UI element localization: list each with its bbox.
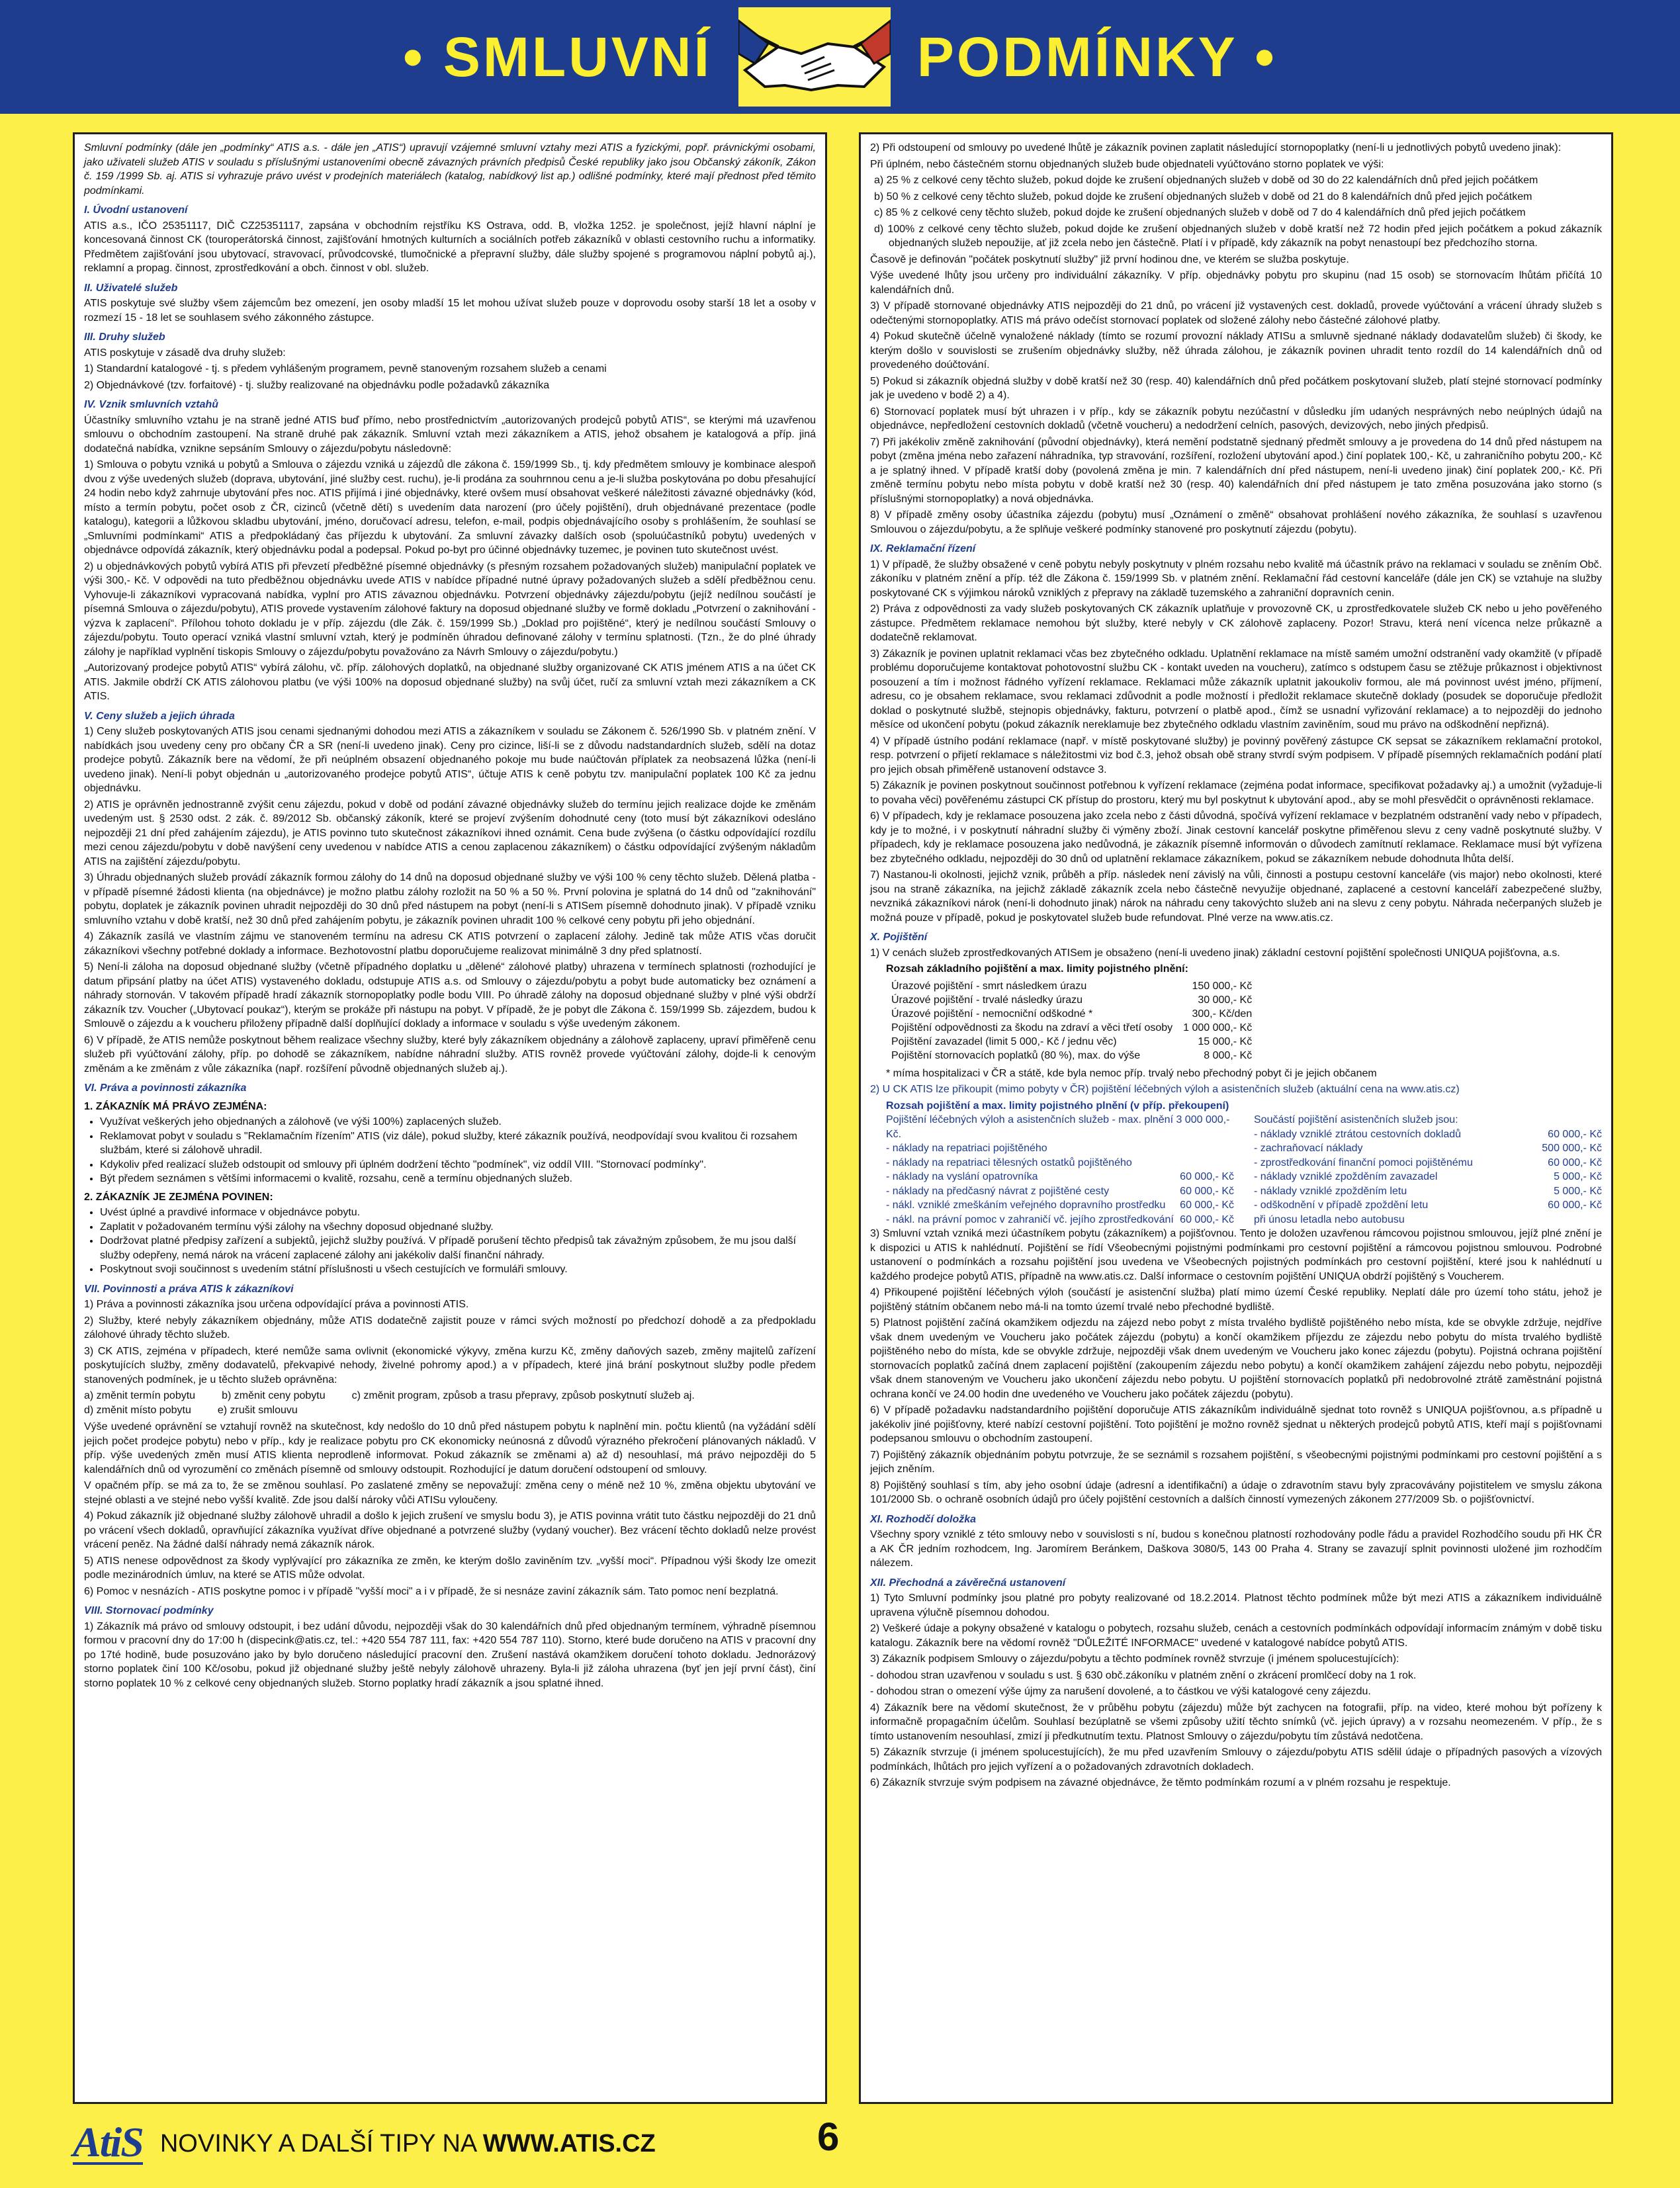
- paragraph: - dohodou stran uzavřenou v souladu s ust. § 630 obč.zákoníku v platném znění o zkrácení promlčecí doby na 1 rok.: [870, 1669, 1417, 1681]
- paragraph: „Autorizovaný prodejce pobytů ATIS“ vybírá zálohu, vč. příp. zálohových doplatků, na objednané služby organizované CK ATIS jménem ATIS a na účet CK ATIS. Jakmile obdrží CK ATIS zálohovou platbu (ve výši 100% na doposud objednané služby) na svůj účet, ručí za smluvní vztah mezi zákazníkem a CK ATIS.: [84, 662, 816, 702]
- limit-value: 60 000,- Kč: [1548, 1200, 1602, 1211]
- paragraph: 2) Veškeré údaje a pokyny obsažené v katalogu o pobytech, rozsahu služeb, cenách a cestovních podmínkách odpovídají informacím známým v době tisku katalogu. Zákazník bere na vědomí rovněž "DŮLEŽITÉ INFORMACE" uvedené v katalogové nabídce pobytů ATIS.: [870, 1623, 1602, 1649]
- atis-logo: AtiS: [73, 2119, 143, 2166]
- limit-row: [1254, 1198, 1602, 1213]
- insurance-limits-title: Rozsah pojištění a max. limity pojistného plnění (v příp. překoupení): [886, 1100, 1229, 1112]
- limit-row: [886, 1184, 1234, 1199]
- table-cell: Úrazové pojištění - smrt následkem úrazu: [891, 980, 1087, 992]
- right-column: [859, 132, 1613, 2104]
- table-cell: 30 000,- Kč: [1198, 994, 1253, 1006]
- paragraph: 2) ATIS je oprávněn jednostranně zvýšit cenu zájezdu, pokud v době od podání závazné objednávky služeb do termínu jejich realizace dojde ke změnám uvedeným ust. § 2530 odst. 2 zák. č. 89/2012 Sb. občanský zákoník, které se projeví zvýšením dohodnuté ceny (toto musí být zákazníkovi odesláno nejpozději 21 dní před zahájením zájezdu), je ATIS povinno tuto skutečnost zákazníkovi ihned oznámit. Cena bude zvýšena (o částku odpovídající rozdílu mezi cenou zájezdu/pobytu v době navýšení ceny uvedenou v nabídce ATIS a cenou zaplacenou zákazníkem) o částku odpovídající zvýšeným nákladům ATIS na zajištění zájezdu/pobytu.: [84, 799, 816, 867]
- paragraph: Při úplném, nebo částečném stornu objednaných služeb bude objednateli vyúčtováno storno poplatek ve výši:: [870, 158, 1384, 170]
- limit-value: 60 000,- Kč: [1180, 1185, 1234, 1197]
- paragraph: ATIS poskytuje své služby všem zájemcům bez omezení, jen osoby mladší 15 let mohou užívat služeb pouze v doprovodu osoby starší 18 let a osoby v rozmezí 15 - 18 let se souhlasem svého zákonného zástupce.: [84, 298, 816, 324]
- limit-value: 5 000,- Kč: [1554, 1171, 1602, 1182]
- table-row: [886, 1021, 1257, 1035]
- paragraph: Výše uvedené lhůty jsou určeny pro individuální zákazníky. V příp. objednávky pobytu pro skupinu (nad 15 osob) se stornovacím lhůtám přičítá 10 kalendářních dnů.: [870, 270, 1602, 296]
- insurance-limits-grid: [886, 1113, 1602, 1227]
- table-row: [886, 1035, 1257, 1049]
- table-cell: Pojištění zavazadel (limit 5 000,- Kč / jednu věc): [891, 1035, 1117, 1047]
- paragraph: 2) Při odstoupení od smlouvy po uvedené lhůtě je zákazník povinen zaplatit následující stornopoplatky (není-li u jednotlivých pobytů uvedeno jinak):: [870, 142, 1562, 153]
- paragraph: 4) Přikoupené pojištění léčebných výloh (součástí je asistenční služba) platí mimo území České republiky. Neplatí dále pro území toho státu, jehož je pojištěný státním občanem nebo má-li na tomto území trvalé nebo přechodné bydliště.: [870, 1287, 1602, 1313]
- limit-row: [1254, 1127, 1602, 1142]
- table-cell: 1 000 000,- Kč: [1183, 1022, 1253, 1033]
- table-note: * míma hospitalizaci v ČR a státě, kde byla nemoc příp. trvalý nebo přechodný pobyt či je jejich občanem: [886, 1067, 1377, 1079]
- paragraph: 8) V případě změny osoby účastníka zájezdu (pobytu) musí „Oznámení o změně“ obsahovat prohlášení nového zákazníka, že souhlasí s uzavřenou Smlouvou o zájezdu/pobytu, a že splňuje veškeré podmínky stanovené pro poskytnutí zájezdu (pobytu).: [870, 509, 1602, 535]
- paragraph: 6) V případě požadavku nadstandardního pojištění doporučuje ATIS zákazníkům individuálně sjednat toto rovněž s UNIQUA pojišťovnou, a.s případně u jakékoliv jiné pojišťovny, které nabízí cestovní pojištění. Toto pojištění je možno rovněž sjednat u některých prodejců pobytů ATIS, kteří mají s pojišťovnami podepsanou smlouvu o obchodním zastoupení.: [870, 1405, 1602, 1444]
- limit-row: [886, 1198, 1234, 1213]
- limit-label: - nákl. vzniklé zmeškáním veřejného dopravního prostředku: [886, 1200, 1166, 1211]
- paragraph: Účastníky smluvního vztahu je na straně jedné ATIS buď přímo, nebo prostřednictvím „autorizovaných prodejců pobytů ATIS“, se kterými má uzavřenou smlouvu o obchodním zastoupení. Na straně druhé pak zákazník. Smluvní vztah mezi zákazníkem a ATIS, jehož obsahem je katalogová a příp. jiná dodatečná nabídka, vznikne sepsáním Smlouvy o zájezdu/pobytu následovně:: [84, 414, 816, 455]
- limit-value: 5 000,- Kč: [1554, 1185, 1602, 1197]
- paragraph: 7) Při jakékoliv změně zaknihování (původní objednávky), která nemění podstatně sjednaný předmět smlouvy a je provedena do 14 dnů před nástupem na pobyt (změna jména nebo zařazení náhradníka, typ stravování, rozšíření, rozložení ubytování apod.) činí poplatek 100,- Kč, u zahraničního pobytu 200,- Kč a je splatný ihned. V případě kratší doby (povolená změna je min. 7 kalendářních dní před nástupem, není-li uvedeno jinak) činí poplatek 200,- Kč. Při změně termínu pobytu nebo místa pobytu v době kratší než 30 (resp. 40) kalendářních dní před nástupem je tato změna posuzována jako storno (s příslušnými stornopoplatky) a nová objednávka.: [870, 436, 1602, 505]
- option: c) změnit program, způsob a trasu přepravy, způsob poskytnutí služeb aj.: [351, 1390, 695, 1401]
- tagline-text: NOVINKY A DALŠÍ TIPY NA: [159, 2129, 483, 2158]
- paragraph: 7) Pojištěný zákazník objednáním pobytu potvrzuje, že se seznámil s rozsahem pojištění, s všeobecnými pojistnými podmínkami pro cestovní pojištění a s jejich zněním.: [870, 1449, 1602, 1475]
- section-heading: V. Ceny služeb a jejich úhrada: [84, 710, 235, 722]
- paragraph: 6) Stornovací poplatek musí být uhrazen i v příp., kdy se zákazník pobytu nezúčastní v důsledku jím udaných nesprávných nebo neúplných údajů na objednávce, nepředložení cestovních dokladů (včetně voucheru) a nedodržení celních, pasových, devizových, nebo jiných předpisů.: [870, 406, 1602, 431]
- table-cell: Úrazové pojištění - nemocniční odškodné *: [891, 1008, 1093, 1020]
- rate-item: a) 25 % z celkové ceny těchto služeb, pokud dojde ke zrušení objednaných služeb v době od 30 do 22 kalendářních dnů před jejich počátkem: [874, 175, 1538, 186]
- limit-value: 60 000,- Kč: [1548, 1128, 1602, 1140]
- insurance-table-title: Rozsah základního pojištění a max. limity pojistného plnění:: [886, 963, 1188, 975]
- paragraph: Časově je definován "počátek poskytnutí služby" již první hodinou dne, ve kterém se služba poskytuje.: [870, 253, 1349, 265]
- paragraph: 4) Zákazník bere na vědomí skutečnost, že v průběhu pobytu (zájezdu) může být zachycen na fotografii, příp. na video, které mohou být pořízeny k informačně propagačním účelům. Souhlasí bezúplatně se všemi způsoby užití těchto snímků (vč. jejich úpravy) a v rozsahu neomezeném. V příp., že s tímto ustanovením nesouhlasí, zmizí ji předkutnutím textu. Platnost Smlouvy o zájezdu/pobytu tím zůstává nedotčena.: [870, 1702, 1602, 1742]
- limit-label: - náklady vzniklé zpožděním zavazadel: [1254, 1171, 1438, 1182]
- column-heading: Součástí pojištění asistenčních služeb jsou:: [1254, 1114, 1458, 1125]
- paragraph: 6) V případech, kdy je reklamace posouzena jako zcela nebo z části důvodná, spočívá vyřízení reklamace v bezplatném odstranění vady nebo v případech, kdy je to možné, i v poskytnutí náhradní služby či výměny zboží. Jinak cestovní kancelář poskytne přiměřenou slevu z ceny vadně poskytnuté služby. V případech, kdy je reklamace posouzena jako nedůvodná, je zákazník písemně informován o důvodech zamítnutí reklamace. Reklamace musí být vyřízena bez zbytečného odkladu, nejpozději do 30 dnů od uplatnění reklamace zákazníkem, pokud se zákazníkem nebude dohodnuta lhůta delší.: [870, 810, 1602, 865]
- section-heading: II. Uživatelé služeb: [84, 282, 178, 294]
- paragraph: 1) Zákazník má právo od smlouvy odstoupit, i bez udání důvodu, nejpozději však do 30 kalendářních dnů před objednaným termínem, výhradně písemnou formou v pracovní dny do 17:00 h (dispecink@atis.cz, tel.: +420 554 787 111, fax: +420 554 787 110). Storno, které bude doručeno na ATIS v pracovní dny po 17té hodině, bude posuzováno jako by bylo doručeno následující pracovní den. Zrušení nastává okamžikem doručení tohoto dokladu. Jednorázový storno poplatek činí 100 Kč/osobu, pokud již objednané služby ještě nebyly zálohově uhrazeny. Byla-li již záloha uhrazena (byť jen její první část), činí storno poplatek 10 % z celkové ceny objednaných služeb. Storno poplatky hradí zákazník a jsou splatné ihned.: [84, 1620, 816, 1689]
- limit-label: - zprostředkování finanční pomoci pojištěnému: [1254, 1157, 1473, 1168]
- paragraph: 1) Práva a povinnosti zákazníka jsou určena odpovídající práva a povinnosti ATIS.: [84, 1299, 469, 1310]
- limit-row: [1254, 1184, 1602, 1199]
- paragraph: 4) V případě ústního podání reklamace (např. v místě poskytované služby) je povinný pověřený zástupce CK sepsat se zákazníkem reklamační protokol, resp. potvrzení o přijetí reklamace s náležitostmi viz bod č.3, jehož obsah obě strany stvrdí svým podpisem. V případě písemných reklamačních podání platí pro jejich obsah přiměřeně ustanovení odstavce 3.: [870, 735, 1602, 775]
- option: a) změnit termín pobytu: [84, 1390, 196, 1401]
- paragraph: 6) Zákazník stvrzuje svým podpisem na závazné objednávce, že těmto podmínkám rozumí a v plném rozsahu je respektuje.: [870, 1777, 1451, 1788]
- limit-label: při únosu letadla nebo autobusu: [1254, 1213, 1405, 1225]
- limit-row: [886, 1141, 1234, 1156]
- limit-row: [886, 1156, 1234, 1170]
- paragraph: 8) Pojištěný souhlasí s tím, aby jeho osobní údaje (adresní a identifikační) a údaje o zdravotním stavu byly zpracovávány pojistitelem ve smyslu zákona 101/2000 Sb. o ochraně osobních údajů pro účely pojištění cestovních a dalších činností vymezených zákonem 277/2009 Sb. o pojišťovnictví.: [870, 1479, 1602, 1505]
- paragraph: V opačném příp. se má za to, že se změnou souhlasí. Po zaslatené změny se nepovažují: změna ceny o méně než 10 %, změna objektu ubytování ve stejné oblasti a ve stejné nebo vyšší kvalitě. Zde jsou další nároky vůči ATISu vyloučeny.: [84, 1480, 816, 1506]
- table-cell: 15 000,- Kč: [1198, 1035, 1253, 1047]
- assistance-column: [1254, 1113, 1602, 1227]
- section-heading: VII. Povinnosti a práva ATIS k zákazníkovi: [84, 1283, 294, 1295]
- paragraph: 3) CK ATIS, zejména v případech, které nemůže sama ovlivnit (ekonomické výkyvy, změna kurzu Kč, změny daňových sazeb, změny majitelů zařízení poskytujících služby, změny dodavatelů, překvapivé nehody, živelné pohromy apod.) a v případech, které jiná brání poskytnout služby podle předem stanovených podmínek, je u těchto služeb oprávněna:: [84, 1345, 816, 1385]
- option: d) změnit místo pobytu: [84, 1404, 191, 1416]
- paragraph: 1) Ceny služeb poskytovaných ATIS jsou cenami sjednanými dohodou mezi ATIS a zákazníkem v souladu se Zákonem č. 526/1990 Sb. v platném znění. V nabídkách jsou uvedeny ceny pro občany ČR a SR (není-li uvedeno jinak). Ceny pro cizince, liší-li se z důvodu nadstandardních služeb, sdělí na dotaz prodejce pobytů. Zákazník bere na vědomí, že při neúplném obsazení objednaného pokoje mu bude naúčtován příplatek za neobsazená lůžka (není-li uvedeno jinak). Není-li pobyt objednán u „autorizovaného prodejce pobytů ATIS“, účtuje ATIS k ceně pobytu tzv. manipulační poplatek 100 Kč za jednu objednávku.: [84, 726, 816, 794]
- option: b) změnit ceny pobytu: [222, 1390, 326, 1401]
- paragraph: 4) Zákazník zasílá ve vlastním zájmu ve stanoveném termínu na adresu CK ATIS potvrzení o zaplacení zálohy. Jedině tak může ATIS včas doručit zákazníkovi všechny potřebné doklady a informace. Bezhotovostní platbu doporučujeme realizovat minimálně 3 dny před splatností.: [84, 931, 816, 957]
- paragraph: 4) Pokud zákazník již objednané služby zálohově uhradil a došlo k jejich zrušení ve smyslu bodu 3), je ATIS povinna vrátit tuto částku nejpozději do 21 dnů po vrácení všech dokladů, opravňující zákazníka využívat dříve objednané a potvrzené služby (vydaný voucher). Bez vrácení těchto dokladů nelze provést vrácení peněz. Na žádné další náhrady nemá zákazník nárok.: [84, 1510, 816, 1550]
- limit-label: - odškodnění v případě zpoždění letu: [1254, 1200, 1429, 1211]
- paragraph: 3) Zákazník podpisem Smlouvy o zájezdu/pobytu a těchto podmínek rovněž stvrzuje (i jménem spolucestujících):: [870, 1653, 1399, 1665]
- limit-value: 60 000,- Kč: [1180, 1213, 1234, 1225]
- paragraph: 5) ATIS nenese odpovědnost za škody vyplývající pro zákazníka ze změn, ke kterým došlo zaviněním tzv. „vyšší moci“. Případnou výši škody lze omezit podle mezinárodních úmluv, na které se ATIS může odvolat.: [84, 1555, 816, 1581]
- option: e) zrušit smlouvu: [217, 1404, 298, 1416]
- limit-value: 60 000,- Kč: [1548, 1157, 1602, 1168]
- table-cell: Pojištění odpovědnosti za škodu na zdraví a věci třetí osoby: [891, 1022, 1173, 1033]
- limit-label: - náklady na repatriaci pojištěného: [886, 1143, 1047, 1154]
- table-cell: 300,- Kč/den: [1192, 1008, 1253, 1020]
- limit-label: - náklady vzniklé zpožděním letu: [1254, 1185, 1407, 1197]
- paragraph: 6) V případě, že ATIS nemůže poskytnout během realizace všechny služby, které byly zákazníkem objednány a zálohově zaplaceny, upraví přiměřeně cenu služeb při vyúčtování zálohy, příp. po dohodě se zákazníkem, nabídne náhradní služby. ATIS rovněž provede vyúčtování zálohy, dojde-li k cenovým změnám a ke změnám z vůle zákazníka (např. rozšíření původně objednaných služeb aj.).: [84, 1034, 816, 1074]
- handshake-icon: [738, 7, 891, 107]
- limit-row: [886, 1213, 1234, 1227]
- section-heading: XI. Rozhodčí doložka: [870, 1513, 977, 1525]
- website-link[interactable]: WWW.ATIS.CZ: [482, 2129, 656, 2158]
- table-row: [886, 979, 1257, 993]
- table-row: [886, 1049, 1257, 1063]
- limit-label: - náklady na repatriaci tělesných ostatků pojištěného: [886, 1157, 1132, 1168]
- header-banner: [0, 0, 1680, 114]
- table-cell: Úrazové pojištění - trvalé následky úrazu: [891, 994, 1083, 1006]
- list-item: • Reklamovat pobyt v souladu s "Reklamačním řízením" ATIS (viz dále), pokud služby, které zákazník používá, neodpovídají svou kvalitou či rozsahem službám, které si zálohově uhradil.: [100, 1129, 816, 1158]
- section-heading: IV. Vznik smluvních vztahů: [84, 399, 219, 410]
- rate-item: c) 85 % z celkové ceny těchto služeb, pokud dojde ke zrušení objednaných služeb v době od 7 do 4 kalendářních dnů před jejich počátkem: [874, 207, 1526, 218]
- section-heading: X. Pojištění: [870, 932, 928, 943]
- paragraph: - dohodou stran o omezení výše újmy za narušení dovolené, a to částkou ve výši katalogové ceny zájezdu.: [870, 1686, 1371, 1697]
- list-item: • Zaplatit v požadovaném termínu výši zálohy na všechny doposud objednané služby.: [100, 1220, 816, 1235]
- section-heading: XII. Přechodná a závěrečná ustanovení: [870, 1577, 1066, 1589]
- section-heading: III. Druhy služeb: [84, 331, 165, 343]
- paragraph: 6) Pomoc v nesnázích - ATIS poskytne pomoc i v případě "vyšší moci" a i v případě, že si nesnáze zaviní zákazník sám. Tato pomoc není bezplatná.: [84, 1585, 779, 1597]
- table-row: [886, 1007, 1257, 1021]
- paragraph: 4) Pokud skutečně účelně vynaložené náklady (tímto se rozumí provozní náklady ATISu a smluvně sjednané náklady dodavatelům služeb) či škody, ke kterým došlo v souvislosti se zrušením objednávky služby, něž úhrada zálohou, je zákazník povinen uhradit tento rozdíl do 14 kalendářních dnů od provedeného doúčtování.: [870, 331, 1602, 371]
- limit-label: - náklady na předčasný návrat z pojištěné cesty: [886, 1185, 1110, 1197]
- table-cell: Pojištění stornovacích poplatků (80 %), max. do výše: [891, 1049, 1141, 1061]
- subheading: 1. ZÁKAZNÍK MÁ PRÁVO ZEJMÉNA:: [84, 1100, 267, 1112]
- list-item: • Poskytnout svoji součinnost s uvedením státní příslušnosti u všech cestujících ve formuláři smlouvy.: [100, 1262, 816, 1277]
- list-item: • Dodržovat platné předpisy zařízení a subjektů, jejichž služby používá. V případě porušení těchto předpisů tak závažným způsobem, že mu jsou další služby odepřeny, nemá nárok na vrácení zaplacené zálohy ani jakékoliv další finanční náhrady.: [100, 1234, 816, 1262]
- paragraph: 3) Smluvní vztah vzniká mezi účastníkem pobytu (zákazníkem) a pojišťovnou. Tento je doložen uzavřenou rámcovou pojistnou smlouvou, jejíž plné znění je k dispozici u ATIS k nahlédnutí. Pojištění se řídí Všeobecnými pojistnými podmínkami pro cestovní pojištění a rámcovou pojistnou smlouvou. Podrobné ustanovení o podmínkách a rozsahu pojištění jsou uvedena ve Všeobecných pojistných podmínkách pro cestovní pojištění, které jsou k nahlédnutí u každého prodejce pobytů ATIS, případně na www.atis.cz. Další informace o cestovním pojištění UNIQUA obdrží pojištěný s Voucherem.: [870, 1228, 1602, 1282]
- insurance-table: [886, 979, 1257, 1063]
- limit-label: - nákl. na právní pomoc v zahraničí vč. jejího zprostředkování: [886, 1213, 1174, 1225]
- left-column: [73, 132, 827, 2104]
- paragraph: Všechny spory vzniklé z této smlouvy nebo v souvislosti s ní, budou s konečnou platností rozhodovány podle řádu a pravidel Rozhodčího soudu při HK ČR a AK ČR jedním rozhodcem, Ing. Jaromírem Beránkem, Daškova 3080/5, 143 00 Praha 4. Strany se zavazují splnit povinnosti uložené jim rozhodčím nálezem.: [870, 1529, 1602, 1569]
- footer-tagline: [160, 2130, 656, 2158]
- duties-list: [84, 1205, 816, 1277]
- intro-paragraph: Smluvní podmínky (dále jen „podmínky“ ATIS a.s. - dále jen „ATIS“) upravují vzájemné smluvní vztahy mezi ATIS a fyzickými, popř. právnickými osobami, jako uživateli služeb ATIS v souladu s příslušnými ustanoveními obecně závazných právních předpisů České republiky jako jsou Občanský zákoník, Zákon č. 159 /1999 Sb. aj. ATIS si vyhrazuje právo uvést v prodejních materiálech (katalog, nabídkový list ap.) odlišné podmínky, které mají přednost před těmito podmínkami.: [84, 142, 816, 197]
- limit-label: - zachraňovací náklady: [1254, 1143, 1363, 1154]
- paragraph: 3) V případě stornované objednávky ATIS nejpozději do 21 dnů, po vrácení již vystavených cest. dokladů, provede vyúčtování a vrácení úhrady služeb s odečtenými stornopoplatky. ATIS má právo odečíst stornovací poplatek od složené zálohy nebo částečné zálohové platby.: [870, 300, 1602, 326]
- limit-value: 500 000,- Kč: [1542, 1143, 1602, 1154]
- subheading: 2. ZÁKAZNÍK JE ZEJMÉNA POVINEN:: [84, 1191, 273, 1203]
- list-item: • Být předem seznámen s většími informacemi o kvalitě, rozsahu, ceně a termínu objednaných služeb.: [100, 1172, 816, 1186]
- paragraph: 2) u objednávkových pobytů vybírá ATIS při převzetí předběžné písemné objednávky (s přesným rozsahem požadovaných služeb) manipulační poplatek ve výši 300,- Kč. V odpovědi na tuto předběžnou objednávku uvede ATIS v nabídce případné nutné úpravy požadovaných služeb a sdělí předběžnou cenu. Vyhovuje-li zákazníkovi vypracovaná nabídka, vyplní pro ATIS závaznou objednávku. Potvrzení objednávky zájezdu/pobytu (jejíž nedílnou součástí je písemná Smlouva o zájezdu/pobytu), ATIS provede vystavením zálohové faktury na doposud objednané služby ve formě dokladu „Potvrzení o zaknihování - výzva k zaplacení“. Přílohou tohoto dokladu je v příp. zájezdu (dle Zák. č. 159/1999 Sb.) „Doklad pro pojištěné“, který je nedílnou součástí Smlouvy o zájezdu/pobytu. Touto operací vzniká vlastní smluvní vztah, který je podmíněn úhradou definované zálohy v termínu splatnosti. (Tzn., že do plné úhrady zálohy je například vyplnění tiskopis Smlouvy o zájezdu/pobytu považováno za Návrh Smlouvy o zájezdu/pobytu.): [84, 560, 816, 658]
- footer: [73, 2114, 1614, 2173]
- rate-item: d) 100% z celkové ceny těchto služeb, pokud dojde ke zrušení objednaných služeb v době kratší než 72 hodin před jejich počátkem a pokud zákazník objednaných služeb nepoužije, ať již zcela nebo jen částečně. Platí i v případě, kdy zákazník na pobyt nenastoupí bez předchozího storna.: [874, 223, 1602, 249]
- paragraph: 2) U CK ATIS lze přikoupit (mimo pobyty v ČR) pojištění léčebných výloh a asistenčních služeb (aktuální cena na www.atis.cz): [870, 1084, 1460, 1095]
- limit-row: [1254, 1213, 1602, 1227]
- paragraph: 1) V cenách služeb zprostředkovaných ATISem je obsaženo (není-li uvedeno jinak) základní cestovní pojištění společnosti UNIQUA pojišťovna, a.s.: [870, 947, 1560, 959]
- list-item: • Kdykoliv před realizací služeb odstoupit od smlouvy při úplném dodržení těchto "podmínek", viz oddíl VIII. "Stornovací podmínky".: [100, 1158, 816, 1172]
- limit-value: 60 000,- Kč: [1180, 1200, 1234, 1211]
- title-right: PODMÍNKY •: [916, 25, 1277, 88]
- limit-value: 60 000,- Kč: [1180, 1171, 1234, 1182]
- rate-item: b) 50 % z celkové ceny těchto služeb, pokud dojde ke zrušení objednaných služeb v době od 21 do 8 kalendářních dnů před jejich počátkem: [874, 191, 1532, 202]
- paragraph: 1) Tyto Smluvní podmínky jsou platné pro pobyty realizované od 18.2.2014. Platnost těchto podmínek může být mezi ATIS a zákazníkem individuálně upravena výlučně písemnou dohodou.: [870, 1593, 1602, 1618]
- limit-label: - náklady vzniklé ztrátou cestovních dokladů: [1254, 1128, 1462, 1140]
- page-number: 6: [817, 2115, 840, 2159]
- limit-row: [1254, 1141, 1602, 1156]
- paragraph: ATIS poskytuje v zásadě dva druhy služeb:: [84, 347, 286, 359]
- column-heading: Pojištění léčebných výloh a asistenčních služeb - max. plnění 3 000 000,- Kč.: [886, 1114, 1230, 1140]
- paragraph: 5) Není-li záloha na doposud objednané služby (včetně případného doplatku u „dělené“ zálohové platby) uhrazena v termínech splatnosti (rozhodující je datum připsání platby na účet ATIS) vystaveného dokladu, odstupuje ATIS a.s. od Smlouvy o zájezdu/pobytu a pobyt bude automaticky bez oznámení a náhrady stornován. V takovém případě hradí zákazník stornopoplatky podle bodu VIII. Po úhradě zálohy na doposud objednané služby v plné výši obdrží zákazník tzv. Voucher („Ubytovací poukaz“), kterým se prokáže při nástupu na pobyt. V případě, že je pobyt dle Zákona č. 159/1999 Sb. zájezdem, budou k Smlouvě o zájezdu a k voucheru přiloženy případně další doplňující doklady a informace v souladu s výše uvedeným zákonem.: [84, 961, 816, 1029]
- limit-row: [1254, 1170, 1602, 1184]
- list-item: 2) Objednávkové (tzv. forfaitové) - tj. služby realizované na objednávku podle požadavků zákazníka: [84, 379, 550, 391]
- list-item: 1) Standardní katalogové - tj. s předem vyhlášeným programem, pevně stanoveným rozsahem služeb a cenami: [84, 363, 607, 374]
- section-heading: VIII. Stornovací podmínky: [84, 1605, 214, 1616]
- paragraph: 1) Smlouva o pobytu vzniká u pobytů a Smlouva o zájezdu vzniká u zájezdů dle zákona č. 159/1999 Sb., tj. kdy předmětem smlouvy je kombinace alespoň dvou z výše uvedených služeb (doprava, ubytování, jiné služby cest. ruchu), je-li prodána za souhrnnou cenu a je-li služba poskytována po dobu přesahující 24 hodin nebo když zahrnuje ubytování přes noc. ATIS přijímá i jiné objednávky, které ovšem musí obsahovat veškeré náležitosti závazné objednávky (kód, místo a termín pobytu, počet osob z ČR, cizinců (včetně dětí) s uvedením data narození (pro účely pojištění), druh objednávané prezentace (podle katalogu), kategorii a lůžkovou skladbu ubytování, jméno, doručovací adresu, telefon, e-mail, podpis objednávajícího osoby s prohlášením, že souhlasí se „Smluvními podmínkami“ ATIS a předpokládaný čas příjezdu k ubytování. Za smluvní závazky dalších osob (spoluúčastníků pobytu) uvedených v objednávce odpovídá zákazník, který objednávku podal a podepsal. Pokud po-byt pro účinné objednávky tuzemec, je povinen tuto skutečnost uvést.: [84, 459, 816, 556]
- paragraph: 3) Úhradu objednaných služeb provádí zákazník formou zálohy do 14 dnů na doposud objednané služby ve výši 100 % ceny těchto služeb. Dělená platba - v případě písemné žádosti klienta (na objednávce) je možno platbu zálohy rozložit na 50 % a 50 %. První polovina je splatná do 14 dnů od "zaknihování" pobytu, doplatek je zákazník povinen uhradit nejpozději do 30 dnů před nástupem na pobyt (není-li s ATISem písemně dohodnuto jinak). V případě vzniku smluvního vztahu v době kratší, než 30 dnů před zahájením pobytu, je zákazník povinen uhradit 100 % celkové ceny pobytu při jeho objednání.: [84, 872, 816, 926]
- paragraph: 2) Služby, které nebyly zákazníkem objednány, může ATIS dodatečně zajistit pouze v rámci svých možností po předchozí dohodě a za předpokladu zálohové úhrady těchto služeb.: [84, 1315, 816, 1340]
- limit-label: - náklady na vyslání opatrovníka: [886, 1171, 1038, 1182]
- rights-list: [84, 1115, 816, 1186]
- limit-row: [1254, 1156, 1602, 1170]
- section-heading: IX. Reklamační řízení: [870, 543, 976, 554]
- table-row: [886, 993, 1257, 1007]
- section-heading: VI. Práva a povinnosti zákazníka: [84, 1082, 247, 1094]
- table-cell: 150 000,- Kč: [1192, 980, 1253, 992]
- paragraph: ATIS a.s., IČO 25351117, DIČ CZ25351117, zapsána v obchodním rejstříku KS Ostrava, odd. B, vložka 1252. je společnost, jejíž hlavní náplní je koncesovaná činnost CK (touroperátorská činnost, zajišťování hmotných kulturních a sociálních potřeb zákazníků v oblasti cestovního ruchu a informatiky. Předmětem zajišťování jsou ubytovací, stravovací, průvodcovské, tlumočnické a přepravní služby, dále služby spojené s programovou náplní pobytů aj.), reklamní a propag. činnost, zprostředkování a obch. činnost v obl. služeb.: [84, 220, 816, 274]
- medical-costs-column: [886, 1113, 1234, 1227]
- paragraph: 3) Zákazník je povinen uplatnit reklamaci včas bez zbytečného odkladu. Uplatnění reklamace na místě samém umožní odstranění vady okamžitě (v případě problému doporučujeme kontaktovat pohotovostní službu CK - kontakt uveden na voucheru), zatímco s odstupem času se ztěžuje průkaznost i objektivnost posouzení a tím i možnost řádného vyřízení reklamace. Reklamaci může zákazník uplatnit jakoukoliv formou, ale má povinnost uvést jméno, příjmení, adresu, co je obsahem reklamace, svou reklamaci zdůvodnit a podle možností i předložit reklamace skutečně doklady (posudek se doporučuje předložit doklad o poskytnuté službě, stejnopis objednávky, fakturu, potvrzení o platbě apod., čímž se usnadní vyřizování reklamace) a to nejpozději do jednoho měsíce od ukončení pobytu (pokud zákazník nereklamuje bez zbytečného odkladu vlastním zaviněním, soud mu právo na odškodnění nepřizná).: [870, 648, 1602, 730]
- paragraph: Výše uvedené oprávnění se vztahují rovněž na skutečnost, kdy nedošlo do 10 dnů před nástupem pobytu k naplnění min. počtu klientů (na vyžádání sdělí jejich počet prodejce pobytu) nebo v příp., kdy je realizace pobytu pro CK ekonomicky neúnosná z důvodů výrazného překročení plánovaných nákladů. V příp. výše uvedených změn musí ATIS klienta neprodleně informovat. Pokud zákazník se změnami a) až d) nesouhlasí, má právo nejpozději do 5 kalendářních dnů od vyrozumění co změnách písemně od smlouvy odstoupit. Rozhodující je datum doručení odstoupení od smlouvy.: [84, 1421, 816, 1475]
- title-left: • SMLUVNÍ: [403, 25, 712, 88]
- section-heading: I. Úvodní ustanovení: [84, 204, 188, 216]
- paragraph: 1) V případě, že služby obsažené v ceně pobytu nebyly poskytnuty v plném rozsahu nebo kvalitě má účastník právo na reklamaci v souladu se zněním Obč. zákoníku v platném znění a příp. též dle Zákona č. 159/1999 Sb. v platném znění. Reklamační řád cestovní kanceláře (dále jen CK) se vztahuje na služby poskytované CK s výjimkou nároků vzniklých z přepravy na základě tuzemského a zahraniční dopravních cenin.: [870, 558, 1602, 599]
- table-cell: 8 000,- Kč: [1204, 1049, 1253, 1061]
- options-list: [84, 1389, 816, 1417]
- paragraph: 2) Práva z odpovědnosti za vady služeb poskytovaných CK zákazník uplatňuje v provozovně CK, u zprostředkovatele služeb CK nebo u jeho pověřeného zástupce. Předmětem reklamace nemohou být služby, které nebyly v CK zálohově zaplaceny. Pozor! Stravu, která není vícenca nelze průkazně a dodatečně reklamovat.: [870, 603, 1602, 643]
- list-item: • Využívat veškerých jeho objednaných a zálohově (ve výši 100%) zaplacených služeb.: [100, 1115, 816, 1129]
- paragraph: 5) Pokud si zákazník objedná služby v době kratší než 30 (resp. 40) kalendářních dnů před počátkem poskytovaní služeb, platí stejné stornovací podmínky jak je uvedeno v bodě 2) a 4).: [870, 375, 1602, 401]
- list-item: • Uvést úplné a pravdivé informace v objednávce pobytu.: [100, 1205, 816, 1220]
- paragraph: 7) Nastanou-li okolnosti, jejichž vznik, průběh a příp. následek není závislý na vůli, činnosti a postupu cestovní kanceláře (vis major) nebo okolnosti, které jsou na straně zákazníka, na jejichž základě zákazník zcela nebo částečně nevyužije objednané, zaplacené a cestovní kanceláří zabezpečené služby, nevzniká zákazníkovi nárok (není-li dohodnuto jinak) nárok na náhradu ceny takovýchto služeb ani na slevu z ceny pobytu. Náhrada nečerpaných služeb je možná pouze v případě, pokud je poskytovatel služeb bude refundovat. Plné verze na www.atis.cz.: [870, 869, 1602, 924]
- paragraph: 5) Zákazník je povinen poskytnout součinnost potřebnou k vyřízení reklamace (zejména podat informace, specifikovat požadavky aj.) a umožnit (vyžaduje-li to povaha věci) pověřenému zástupci CK přístup do prostoru, který mu byl poskytnut k ubytování apod., aby se mohl přesvědčit o oprávněnosti reklamace.: [870, 780, 1602, 806]
- paragraph: 5) Zákazník stvrzuje (i jménem spolucestujících), že mu před uzavřením Smlouvy o zájezdu/pobytu ATIS sdělil údaje o případných pasových a vízových podmínkách, lhůtách pro jejich vyřízení a o požadovaných zdravotních dokladech.: [870, 1747, 1602, 1772]
- limit-row: [886, 1170, 1234, 1184]
- paragraph: 5) Platnost pojištění začíná okamžikem odjezdu na zájezd nebo pobyt z místa trvalého bydliště pojištěného nebo místa, kde se obvykle zdržuje, nejdříve však dnem uvedeným ve Voucheru jako počátek zájezdu (pobytu) a končí okamžikem příjezdu ze zájezdu nebo pobytu do místa trvalého bydliště pojištěného nebo do místa, kde se obvykle zdržuje, nejpozději však dnem uvedeným ve Voucheru jako konec zájezdu (pobytu). Pojistná ochrana pojištění stornovacích poplatků začíná dnem zaplacení pojištění (zakoupením zájezdu nebo pobytu) a končí okamžikem zahájení zájezdu nebo pobytu, nejpozději však dnem stanoveným ve Voucheru jako ukončení zájezdu nebo pobytu. U pojištění stornovacích poplatků při nedobrovolné ztrátě zaměstnání pojistná ochrana končí ve 24.00 hodin dne uvedeného ve Voucheru jako počátek zájezdu (pobytu).: [870, 1317, 1602, 1400]
